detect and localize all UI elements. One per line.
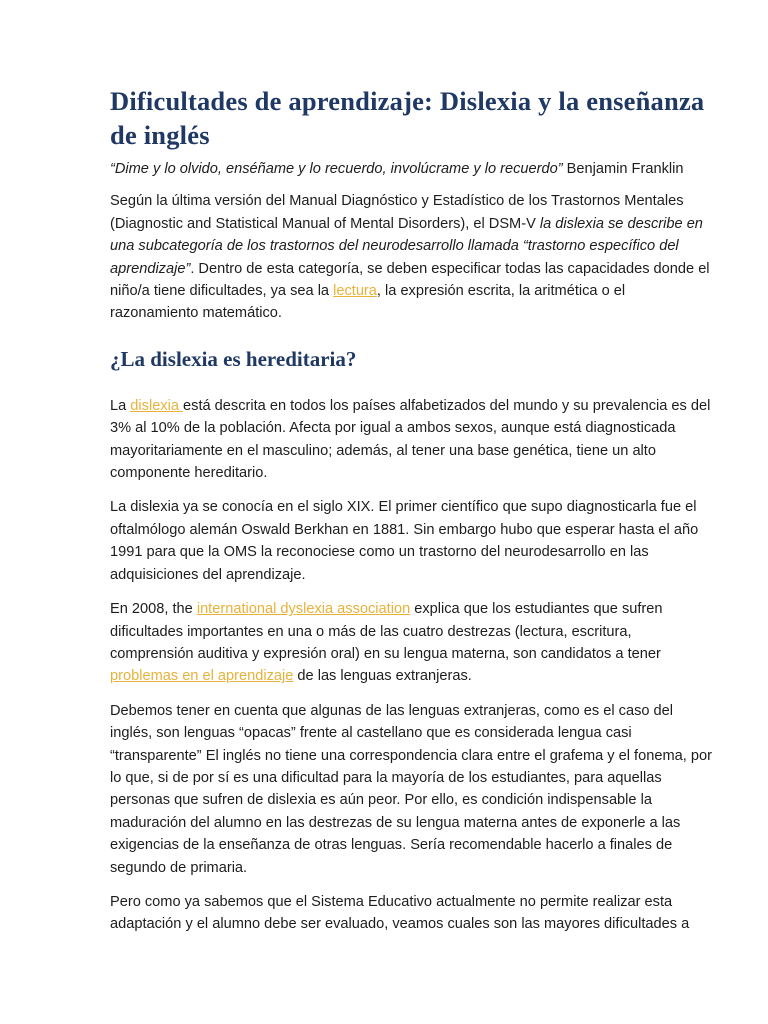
paragraph-prevalencia [110,395,716,485]
paragraph-ida [110,598,716,688]
link-lectura[interactable]: lectura [333,283,377,300]
quote-author: Benjamin Franklin [562,161,684,177]
document-page [110,84,716,948]
link-problemas-aprendizaje[interactable]: problemas en el aprendizaje [110,668,294,685]
paragraph-dsm [110,190,716,324]
paragraph-sistema-educativo: Pero como ya sabemos que el Sistema Educativo actualmente no permite realizar esta adaptación y el alumno debe ser evaluado, veamos cuales son las mayores dificultades a [110,893,690,933]
paragraph-prevalencia-text-b: está descrita en todos los países alfabetizados del mundo y su prevalencia es del 3% al 10% de la población. Afecta por igual a ambos sexos, aunque está diagnosticada mayoritariamente en el masculino; además, al tener una base genética, tiene un alto componente hereditario. [110,397,711,482]
quote-text: “Dime y lo olvido, enséñame y lo recuerdo, involúcrame y lo recuerdo” [110,161,563,177]
paragraph-lenguas-opacas: Debemos tener en cuenta que algunas de las lenguas extranjeras, como es el caso del inglés, son lenguas “opacas” frente al castellano que es considerada lengua casi “transparente” El inglés no tiene una correspondencia clara entre el grafema y el fonema, por lo que, si de por sí es una dificultad para la mayoría de los estudiantes, para aquellas personas que sufren de dislexia es aún peor. Por ello, es condición indispensable la maduración del alumno en las destrezas de su lengua materna antes de exponerle a las exigencias de la enseñanza de otras lenguas. Sería recomendable hacerlo a finales de segundo de primaria. [110,702,712,876]
paragraph-ida-text-b: explica que los estudiantes que sufren dificultades importantes en una o más de las cuatro destrezas (lectura, escritura, comprensión auditiva y expresión oral) en su lengua materna, son candidatos a tener [110,601,663,662]
section-heading-hereditaria: ¿La dislexia es hereditaria? [110,346,357,371]
quote-paragraph [110,158,716,180]
paragraph-ida-text-a: En 2008, the [110,601,197,618]
link-dislexia[interactable]: dislexia [130,397,184,414]
document-title: Dificultades de aprendizaje: Dislexia y la enseñanza de inglés [110,86,705,150]
paragraph-historia: La dislexia ya se conocía en el siglo XIX. El primer científico que supo diagnosticarla fue el oftalmólogo alemán Oswald Berkhan en 1881. Sin embargo hubo que esperar hasta el año 1991 para que la OMS la reconociese como un trastorno del neurodesarrollo en las adquisiciones del aprendizaje. [110,499,699,583]
paragraph-dsm-text-c: . Dentro de esta categoría, se deben especificar todas las capacidades donde el niño/a tiene dificultades, ya sea la [110,260,710,300]
paragraph-ida-text-c: de las lenguas extranjeras. [293,668,472,685]
paragraph-prevalencia-text-a: La [110,397,131,414]
link-international-dyslexia-association[interactable]: international dyslexia association [196,601,411,618]
paragraph-dsm-italic: la dislexia se describe en una subcategoría de los trastornos del neurodesarrollo llamada “trastorno específico del aprendizaje” [110,215,703,277]
paragraph-dsm-text-a: Según la última versión del Manual Diagnóstico y Estadístico de los Trastornos Mentales (Diagnostic and Statistical Manual of Mental Disorders), el DSM-V [110,193,684,232]
paragraph-dsm-text-d: , la expresión escrita, la aritmética o el razonamiento matemático. [110,283,626,322]
